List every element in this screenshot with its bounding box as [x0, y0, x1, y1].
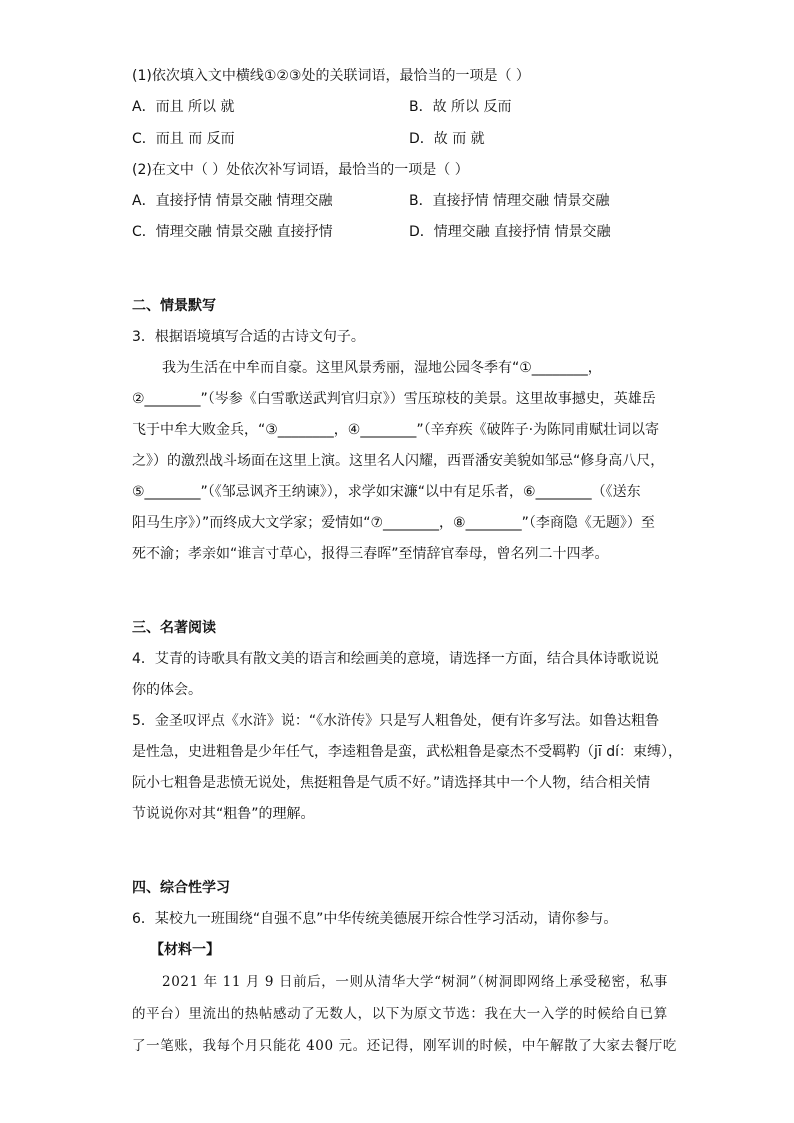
- material-line: 2021 年 11 月 9 日前后，一则从清华大学“树洞”（树洞即网络上承受秘密，私事: [162, 974, 668, 990]
- question-4-line: 你的体会。: [132, 682, 202, 698]
- question-6-stem: 6．某校九一班围绕“自强不息”中华传统美德展开综合性学习活动，请你参与。: [132, 911, 618, 927]
- section-heading: 二、情景默写: [132, 298, 216, 314]
- option-c: C．情理交融 情景交融 直接抒情: [132, 224, 333, 240]
- question-5-line: 节说说你对其“粗鲁”的理解。: [132, 806, 315, 822]
- question-2-stem: (2)在文中（ ）处依次补写词语，最恰当的一项是（ ）: [132, 162, 469, 178]
- paragraph-line: 阳马生序》）”而终成大文学家；爱情如“⑦________，⑧________”（李商隐《无题》）至: [132, 515, 655, 531]
- paragraph-line: 死不渝；孝亲如“谁言寸草心，报得三春晖”至情辞官奉母，曾名列二十四孝。: [132, 546, 609, 562]
- option-b: B．故 所以 反而: [409, 99, 512, 115]
- option-d: D．情理交融 直接抒情 情景交融: [409, 224, 611, 240]
- option-row: [132, 222, 692, 242]
- option-b: B．直接抒情 情理交融 情景交融: [409, 193, 610, 209]
- section-heading: 三、名著阅读: [132, 620, 216, 636]
- option-a: A．而且 所以 就: [132, 99, 235, 115]
- question-1-stem: (1)依次填入文中横线①②③处的关联词语，最恰当的一项是（ ）: [132, 68, 530, 84]
- question-4-line: 4．艾青的诗歌具有散文美的语言和绘画美的意境，请选择一方面，结合具体诗歌说说: [132, 651, 659, 667]
- question-3-stem: 3．根据语境填写合适的古诗文句子。: [132, 329, 365, 345]
- paragraph-line: 我为生活在中牟而自豪。这里风景秀丽，湿地公园冬季有“①________，: [162, 360, 602, 376]
- paragraph-line: ⑤________”（《邹忌讽齐王纳谏》），求学如宋濂“以中有足乐者，⑥________（《送东: [132, 484, 641, 500]
- material-line: 了一笔账，我每个月只能花 400 元。还记得，刚军训的时候，中午解散了大家去餐厅吃: [132, 1038, 677, 1054]
- option-a: A．直接抒情 情景交融 情理交融: [132, 193, 333, 209]
- option-d: D．故 而 就: [409, 131, 485, 147]
- paragraph-line: 飞于中牟大败金兵，“③________，④________”（辛弃疾《破阵子·为陈同甫赋壮词以寄: [132, 422, 660, 438]
- material-title: 【材料一】: [150, 942, 220, 958]
- question-5-line: 是性急，史进粗鲁是少年任气，李逵粗鲁是蛮，武松粗鲁是豪杰不受羁靮（jī dí：束缚），: [132, 744, 683, 760]
- question-5-line: 阮小七粗鲁是悲愤无说处，焦挺粗鲁是气质不好。”请选择其中一个人物，结合相关情: [132, 775, 651, 791]
- option-c: C．而且 而 反而: [132, 131, 235, 147]
- section-heading: 四、综合性学习: [132, 880, 230, 896]
- option-row: [132, 191, 692, 211]
- option-row: [132, 129, 692, 149]
- paragraph-line: ②________”（岑参《白雪歌送武判官归京》）雪压琼枝的美景。这里故事撼史，英雄岳: [132, 391, 656, 407]
- paragraph-line: 之》）的激烈战斗场面在这里上演。这里名人闪耀，西晋潘安美貌如邹忌“修身高八尺，: [132, 453, 665, 469]
- question-5-line: 5．金圣叹评点《水浒》说：“《水浒传》只是写人粗鲁处，便有许多写法。如鲁达粗鲁: [132, 713, 660, 729]
- material-line: 的平台）里流出的热帖感动了无数人，以下为原文节选：我在大一入学的时候给自已算: [132, 1006, 668, 1022]
- option-row: [132, 97, 692, 117]
